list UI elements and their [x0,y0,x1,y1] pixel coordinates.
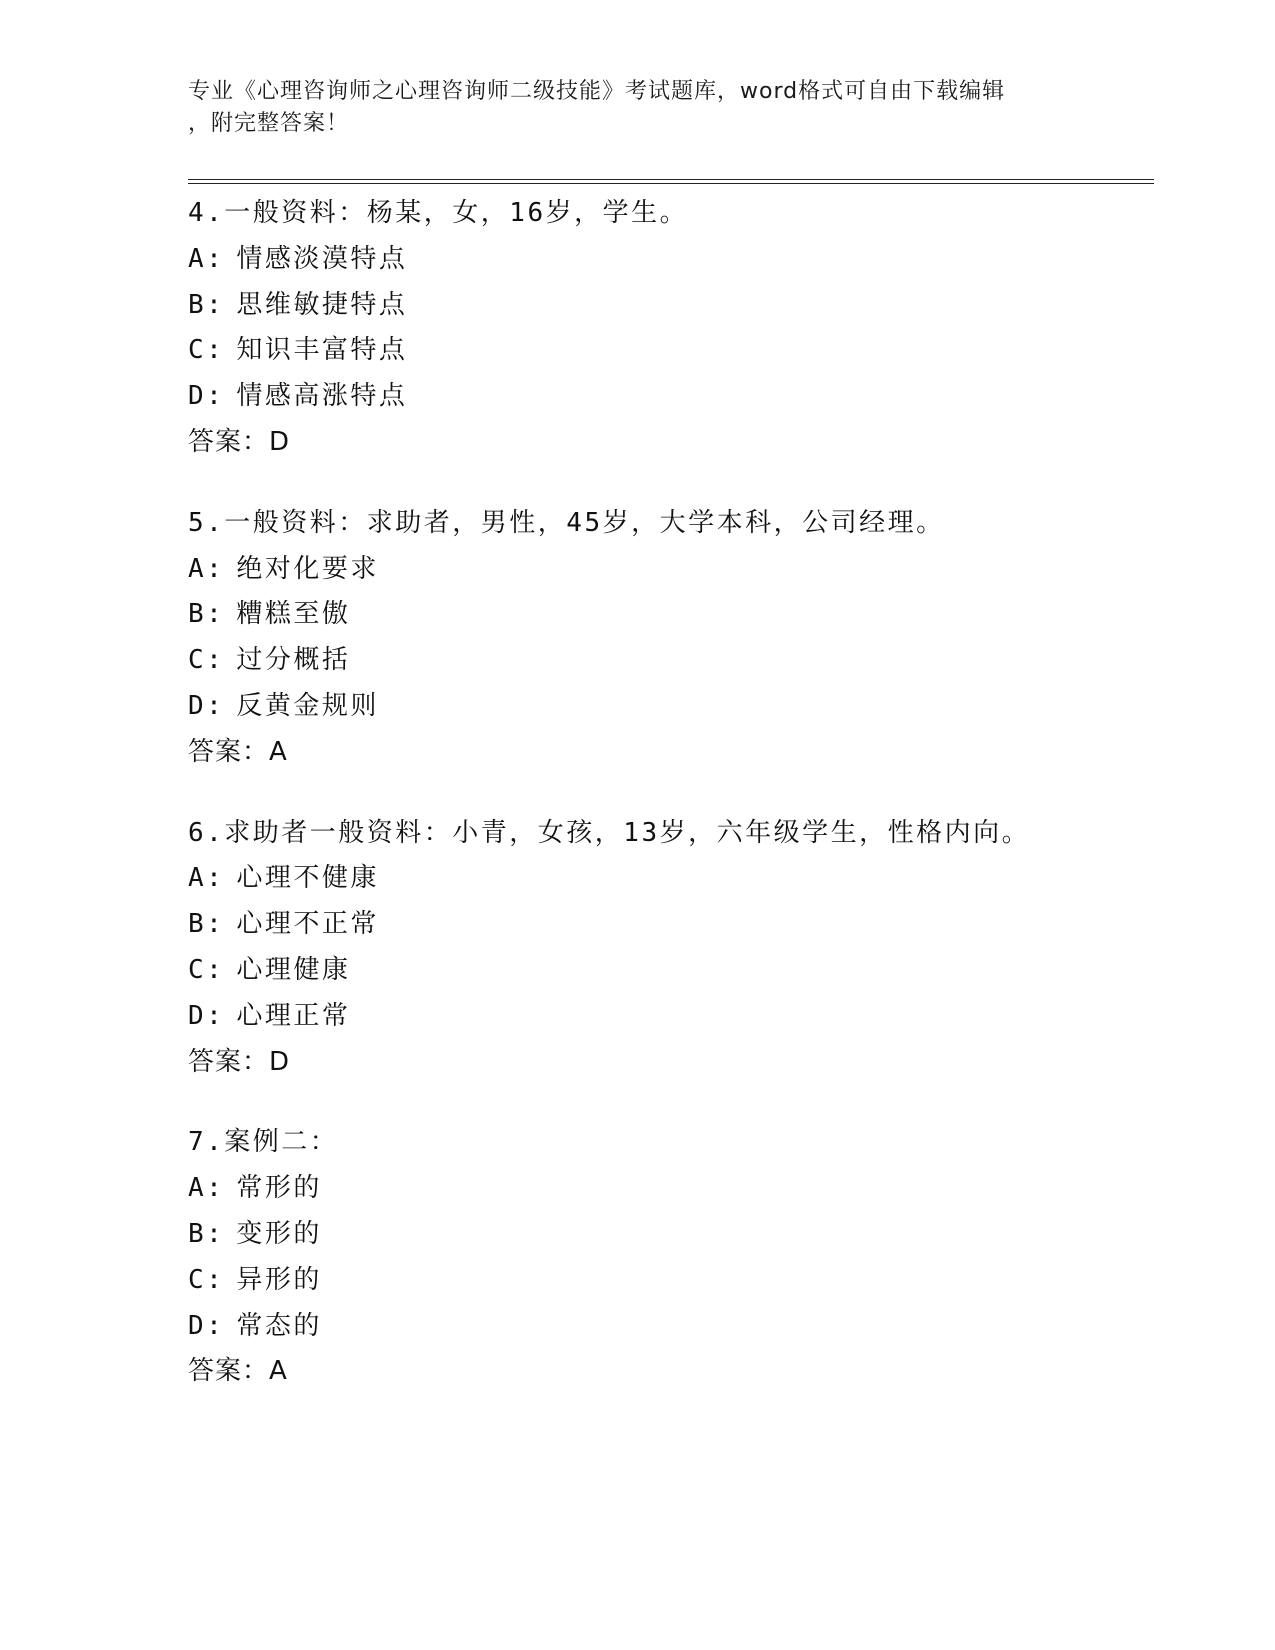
option-text: 常形的 [236,1173,322,1204]
option-d [188,374,1148,420]
option-label: A: [188,243,225,274]
option-d [188,684,1148,730]
option-text: 过分概括 [236,645,351,676]
option-b [188,1212,1148,1258]
option-label: B: [188,909,225,940]
option-text: 心理不健康 [236,863,379,894]
option-label: B: [188,599,225,630]
option-text: 知识丰富特点 [236,335,408,366]
option-text: 心理不正常 [236,909,379,940]
answer-line: 答案：D [188,1046,291,1077]
option-a [188,547,1148,593]
option-label: A: [188,863,225,894]
option-text: 变形的 [236,1218,322,1249]
option-text: 糟糕至傲 [236,599,351,630]
option-text: 异形的 [236,1264,322,1295]
option-label: C: [188,335,225,366]
option-label: A: [188,1173,225,1204]
option-label: C: [188,954,225,985]
question-5 [188,501,1148,776]
option-label: C: [188,1264,225,1295]
question-list [188,191,1148,1430]
option-text: 绝对化要求 [236,553,379,584]
option-text: 心理健康 [236,954,351,985]
header-rule-bottom [188,183,1154,184]
option-label: A: [188,553,225,584]
option-c [188,948,1148,994]
option-b [188,902,1148,948]
option-text: 情感高涨特点 [236,381,408,412]
option-label: D: [188,381,225,412]
question-stem: 6.求助者一般资料：小青，女孩，13岁，六年级学生，性格内向。 [188,817,1031,848]
option-text: 情感淡漠特点 [236,243,408,274]
option-d [188,994,1148,1040]
option-d [188,1304,1148,1350]
option-b [188,592,1148,638]
document-header [188,76,1088,140]
option-text: 常态的 [236,1310,322,1341]
option-c [188,328,1148,374]
question-stem: 7.案例二： [188,1127,339,1158]
option-a [188,856,1148,902]
question-7 [188,1120,1148,1395]
question-6 [188,811,1148,1086]
header-rule-top [188,179,1154,180]
option-text: 心理正常 [236,1000,351,1031]
header-line-1: 专业《心理咨询师之心理咨询师二级技能》考试题库，word格式可自由下载编辑 [188,79,1006,104]
answer-line: 答案：A [188,736,288,767]
option-label: C: [188,645,225,676]
option-label: B: [188,1218,225,1249]
option-c [188,638,1148,684]
option-a [188,1166,1148,1212]
answer-line: 答案：A [188,1356,288,1387]
option-c [188,1258,1148,1304]
header-line-2: ，附完整答案！ [188,111,350,136]
question-stem: 4.一般资料：杨某，女，16岁，学生。 [188,198,689,228]
question-stem: 5.一般资料：求助者，男性，45岁，大学本科，公司经理。 [188,507,945,538]
option-b [188,283,1148,329]
option-label: B: [188,289,225,320]
option-label: D: [188,1000,225,1031]
option-a [188,237,1148,283]
question-4 [188,191,1148,466]
answer-line: 答案：D [188,426,291,457]
option-label: D: [188,1310,225,1341]
option-label: D: [188,690,225,721]
option-text: 思维敏捷特点 [236,289,408,320]
option-text: 反黄金规则 [236,690,379,721]
